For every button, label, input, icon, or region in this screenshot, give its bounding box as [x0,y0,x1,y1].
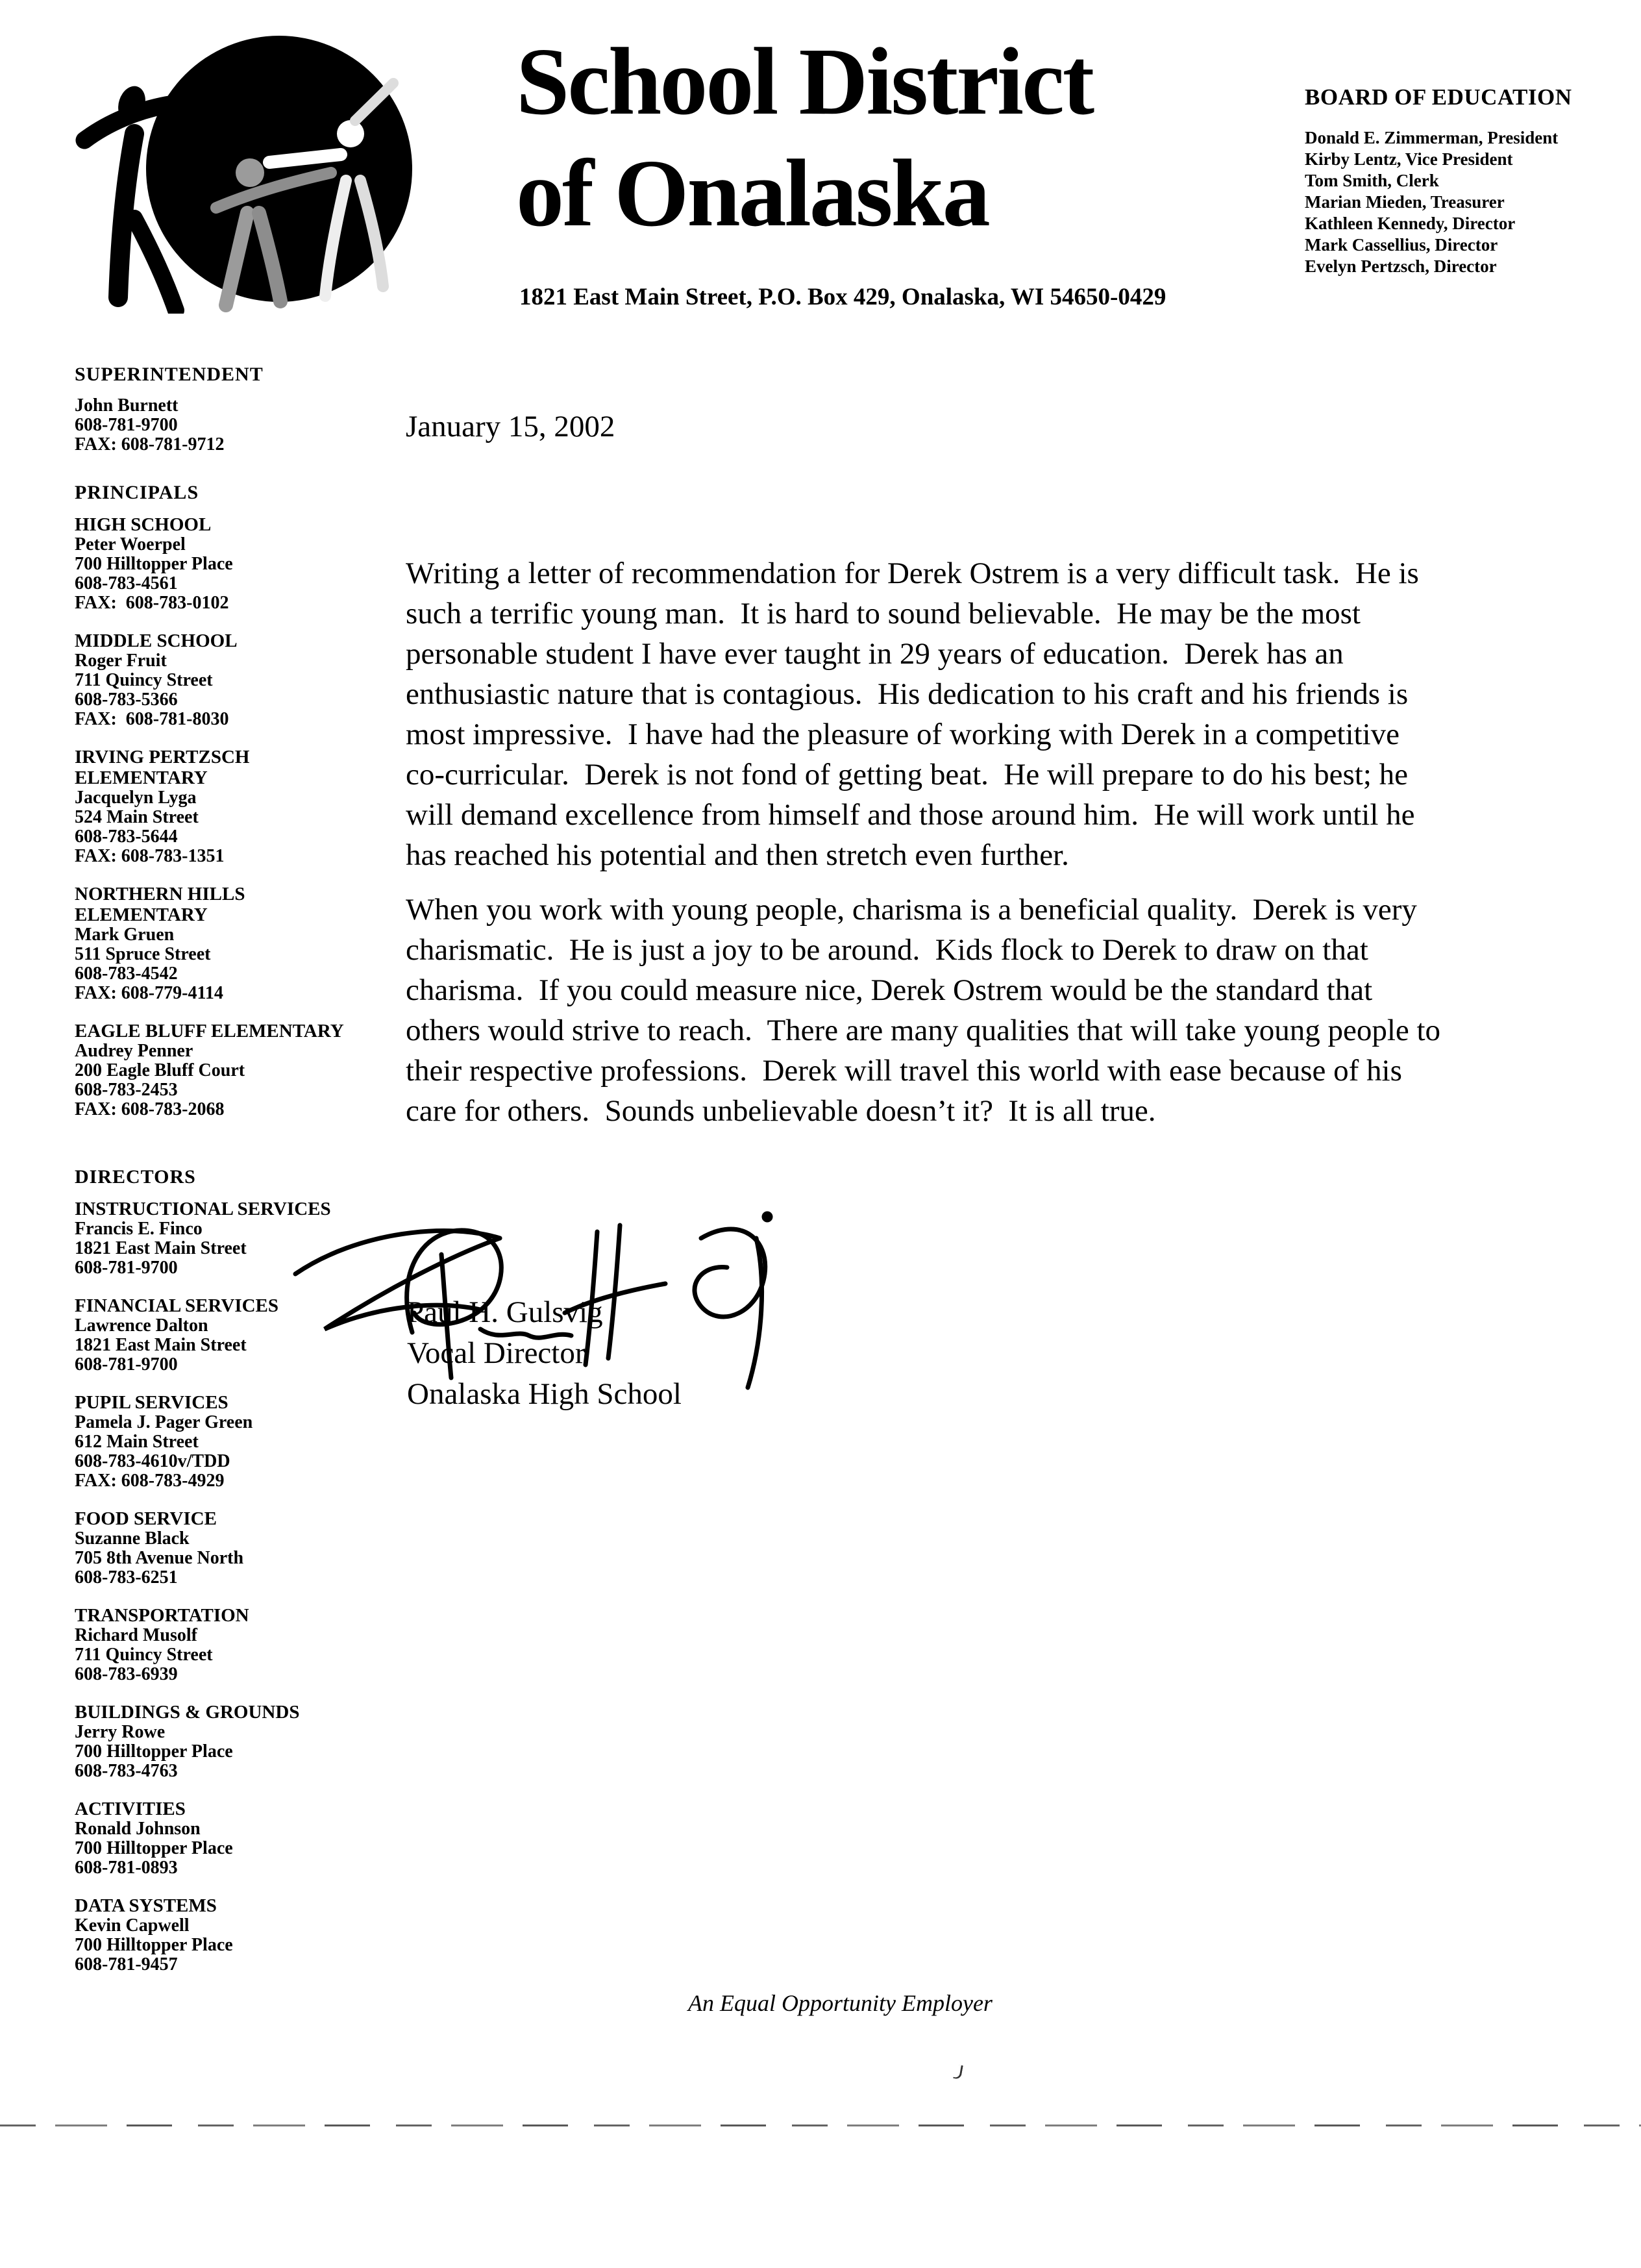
sidebar-group-eagle-bluff [75,1021,393,1119]
sidebar-line: Richard Musolf [75,1625,197,1645]
sidebar-line: FAX: 608-783-4929 [75,1471,225,1491]
sidebar-group-food-service [75,1508,393,1588]
sidebar-heading-principals: PRINCIPALS [75,482,199,503]
sidebar-line: 608-783-2453 [75,1080,178,1100]
sidebar-group-data-systems [75,1895,393,1975]
sidebar-group-middle-school [75,630,393,729]
sidebar-line: FAX: 608-783-0102 [75,593,229,613]
board-member: Kirby Lentz, Vice President [1305,149,1513,169]
sidebar-group-buildings-grounds [75,1702,393,1781]
sidebar-line: 700 Hilltopper Place [75,1838,233,1858]
sidebar-line: 608-781-9700 [75,415,178,435]
letter-date: January 15, 2002 [406,410,615,443]
sidebar-line: Mark Gruen [75,925,175,945]
sidebar-group-irving-pertzsch [75,747,393,866]
sidebar-line: 711 Quincy Street [75,670,213,690]
sidebar-group-superintendent [75,396,393,455]
sidebar-line: 608-783-5644 [75,827,178,847]
sidebar-group-title: NORTHERN HILLS [75,884,245,904]
signoff-name: Paul H. Gulsvig [407,1295,603,1329]
sidebar-line: FAX: 608-781-8030 [75,709,229,729]
sidebar-heading-superintendent: SUPERINTENDENT [75,364,264,385]
sidebar-group-activities [75,1799,393,1878]
sidebar-group-title: HIGH SCHOOL [75,514,212,535]
letter-paragraph: When you work with young people, charisma is a beneficial quality. Derek is very charismatic. He is just a joy to be around. Kids flock to Derek to draw on that charisma. If you could measure nice, Derek Ostrem would be the standard that others would strive to reach. There are many qualities that will take young people to their respective professions. Derek will travel this world with ease because of his care for others. Sounds unbelievable doesn’t it? It is all true. [406,893,1448,1128]
sidebar-line: Jerry Rowe [75,1722,166,1742]
sidebar-line: Pamela J. Pager Green [75,1412,253,1432]
sidebar-group-title: FINANCIAL SERVICES [75,1295,279,1316]
sidebar-line: 200 Eagle Bluff Court [75,1060,245,1080]
board-member: Mark Cassellius, Director [1305,235,1498,255]
district-title-line1: School District [516,29,1093,135]
sidebar-line: Kevin Capwell [75,1915,190,1936]
board-of-education [1305,84,1629,277]
sidebar-line: FAX: 608-779-4114 [75,983,223,1003]
sidebar-line: 608-783-4542 [75,964,178,984]
sidebar-group-northern-hills [75,884,393,1003]
scan-speck-artifact [953,2064,963,2080]
sidebar-group-title: INSTRUCTIONAL SERVICES [75,1199,331,1219]
sidebar-line: 608-781-9700 [75,1354,178,1375]
district-title-line2: of Onalaska [516,140,989,247]
sidebar-line: 1821 East Main Street [75,1238,247,1258]
sidebar-group-title: TRANSPORTATION [75,1605,249,1626]
sidebar-line: FAX: 608-783-1351 [75,846,225,866]
sidebar-group-title: EAGLE BLUFF ELEMENTARY [75,1021,344,1041]
sidebar-group-title: DATA SYSTEMS [75,1895,217,1916]
board-member: Evelyn Pertzsch, Director [1305,256,1497,276]
sidebar-group-title: MIDDLE SCHOOL [75,630,238,651]
sidebar-line: 700 Hilltopper Place [75,1741,233,1762]
letter-paragraph: Writing a letter of recommendation for Derek Ostrem is a very difficult task. He is such a terrific young man. It is hard to sound believable. He may be the most personable student I have ever taught in 29 years of education. Derek has an enthusiastic nature that is contagious. His dedication to his craft and his friends is most impressive. I have had the pleasure of working with Derek in a competitive co-curricular. Derek is not fond of getting beat. He will prepare to do his best; he will demand excellence from himself and those around him. He will work until he has reached his potential and then stretch even further. [406,556,1427,872]
district-title [516,26,1092,249]
signoff-organization: Onalaska High School [407,1377,682,1411]
sidebar-line: 700 Hilltopper Place [75,1935,233,1955]
sidebar-line: 608-783-6939 [75,1664,178,1684]
sidebar-line: Lawrence Dalton [75,1315,208,1336]
sidebar-line: Ronald Johnson [75,1819,201,1839]
sidebar-line: FAX: 608-781-9712 [75,434,225,455]
sidebar-line: 711 Quincy Street [75,1645,213,1665]
sidebar-group-high-school [75,514,393,613]
sidebar-line: Peter Woerpel [75,534,186,555]
equal-opportunity-footer: An Equal Opportunity Employer [688,1990,993,2016]
sidebar-line: Roger Fruit [75,651,167,671]
sidebar-line: 612 Main Street [75,1432,199,1452]
sidebar-group-title: ELEMENTARY [75,767,208,788]
sidebar-line: 608-783-6251 [75,1567,178,1588]
scan-line-artifact [0,2125,1641,2126]
board-member: Kathleen Kennedy, Director [1305,214,1516,233]
sidebar-line: 511 Spruce Street [75,944,211,964]
sidebar-line: Audrey Penner [75,1041,193,1061]
board-heading: BOARD OF EDUCATION [1305,84,1572,110]
sidebar-line: 608-781-9457 [75,1954,178,1975]
sidebar-group-title: ELEMENTARY [75,904,208,925]
sidebar-line: FAX: 608-783-2068 [75,1099,225,1119]
letter-body [406,409,1448,1145]
sidebar-line: Jacquelyn Lyga [75,788,197,808]
sidebar-line: 524 Main Street [75,807,199,827]
signoff-block [407,1292,682,1415]
sidebar-group-title: FOOD SERVICE [75,1508,217,1529]
board-member: Donald E. Zimmerman, President [1305,128,1559,147]
sidebar-line: 705 8th Avenue North [75,1548,244,1568]
sidebar-line: 608-783-4561 [75,573,178,593]
board-member: Marian Mieden, Treasurer [1305,192,1505,212]
sidebar-line: 608-783-4763 [75,1761,178,1781]
sidebar-line: John Burnett [75,395,179,416]
sidebar-line: 700 Hilltopper Place [75,554,233,574]
sidebar-line: 608-783-5366 [75,690,178,710]
sidebar-group-title: BUILDINGS & GROUNDS [75,1702,300,1723]
sidebar-line: Francis E. Finco [75,1219,203,1239]
sidebar-line: 608-781-0893 [75,1858,178,1878]
sidebar-line: 608-783-4610v/TDD [75,1451,230,1471]
sidebar-group-title: ACTIVITIES [75,1799,186,1819]
sidebar-line: 608-781-9700 [75,1258,178,1278]
sidebar-group-title: PUPIL SERVICES [75,1392,228,1413]
sidebar-group-title: IRVING PERTZSCH [75,747,250,767]
sidebar-group-pupil-services [75,1392,393,1491]
sidebar-heading-directors: DIRECTORS [75,1166,196,1188]
sidebar-group-transportation [75,1605,393,1684]
board-member: Tom Smith, Clerk [1305,171,1439,190]
sidebar-line: Suzanne Black [75,1528,190,1549]
school-district-logo-icon [55,25,422,314]
sidebar-line: 1821 East Main Street [75,1335,247,1355]
signoff-title: Vocal Director [407,1336,586,1370]
district-address: 1821 East Main Street, P.O. Box 429, Onalaska, WI 54650-0429 [519,284,1166,310]
